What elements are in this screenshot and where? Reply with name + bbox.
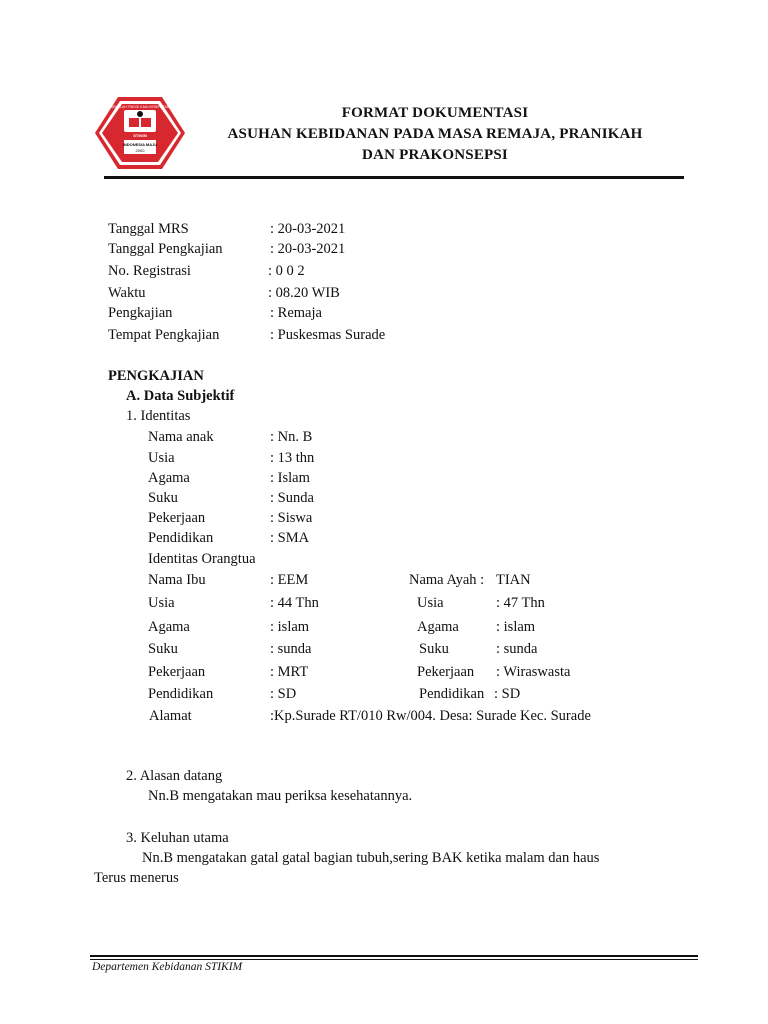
- meta-value: : 20-03-2021: [270, 241, 346, 257]
- keluhan-title: 3. Keluhan utama: [126, 830, 229, 846]
- meta-value: : Remaja: [270, 305, 322, 321]
- footer-rule: [90, 955, 698, 957]
- orangtua-label: Agama: [148, 619, 190, 635]
- ayah-label: Agama: [417, 619, 459, 635]
- ayah-label: Usia: [417, 595, 444, 611]
- orangtua-value: : SD: [270, 686, 297, 702]
- meta-value: : Puskesmas Surade: [270, 327, 386, 343]
- logo-bottom-text-2: 2000: [135, 148, 145, 153]
- ayah-label: Pendidikan: [419, 686, 485, 702]
- logo-bottom-text-1: INDONESIA MAJU: [122, 142, 158, 147]
- alasan-title: 2. Alasan datang: [126, 768, 223, 784]
- orangtua-label: Pekerjaan: [148, 664, 206, 680]
- meta-label: Tanggal Pengkajian: [108, 241, 223, 257]
- identitas-value: : 13 thn: [270, 450, 315, 466]
- meta-label: Pengkajian: [108, 305, 173, 321]
- orangtua-title: Identitas Orangtua: [148, 551, 256, 567]
- orangtua-label: Usia: [148, 595, 175, 611]
- meta-value: : 20-03-2021: [270, 221, 346, 237]
- identitas-title: 1. Identitas: [126, 408, 191, 424]
- ayah-value: TIAN: [496, 572, 531, 588]
- section-title: PENGKAJIAN: [108, 368, 204, 384]
- identitas-value: : Nn. B: [270, 429, 313, 445]
- ayah-value: : 47 Thn: [496, 595, 545, 611]
- identitas-label: Usia: [148, 450, 175, 466]
- keluhan-text-2: Terus menerus: [94, 870, 179, 886]
- ayah-label: Suku: [419, 641, 449, 657]
- logo-mid-text: STIKIM: [133, 133, 147, 138]
- orangtua-value: : islam: [270, 619, 310, 635]
- identitas-label: Suku: [148, 490, 178, 506]
- meta-value: : 08.20 WIB: [268, 285, 340, 301]
- identitas-value: : Sunda: [270, 490, 314, 506]
- identitas-value: : Siswa: [270, 510, 313, 526]
- doc-title-line-3: DAN PRAKONSEPSI: [362, 147, 508, 163]
- alamat-label: Alamat: [149, 708, 192, 724]
- identitas-value: : Islam: [270, 470, 310, 486]
- orangtua-label: Pendidikan: [148, 686, 214, 702]
- alasan-text: Nn.B mengatakan mau periksa kesehatannya.: [148, 788, 413, 804]
- ayah-value: : islam: [496, 619, 536, 635]
- orangtua-label: Suku: [148, 641, 178, 657]
- ayah-label: Pekerjaan: [417, 664, 475, 680]
- ayah-label: Nama Ayah :: [409, 572, 485, 588]
- orangtua-value: : sunda: [270, 641, 312, 657]
- doc-title-line-2: ASUHAN KEBIDANAN PADA MASA REMAJA, PRANIKAH: [227, 126, 643, 142]
- orangtua-value: : EEM: [270, 572, 309, 588]
- ayah-value: : Wiraswasta: [496, 664, 571, 680]
- subsection-title: A. Data Subjektif: [126, 388, 235, 404]
- orangtua-label: Nama Ibu: [148, 572, 206, 588]
- identitas-value: : SMA: [270, 530, 310, 546]
- logo-top-text: SEKOLAH TINGGI ILMU KESEHATAN: [110, 105, 170, 109]
- ayah-value: : sunda: [496, 641, 538, 657]
- meta-label: Tanggal MRS: [108, 221, 189, 237]
- footer-rule-thin: [90, 959, 698, 960]
- footer-text: Departemen Kebidanan STIKIM: [92, 961, 243, 973]
- identitas-label: Pekerjaan: [148, 510, 206, 526]
- stikim-logo: [94, 96, 186, 170]
- doc-title-line-1: FORMAT DOKUMENTASI: [341, 105, 529, 121]
- identitas-label: Pendidikan: [148, 530, 214, 546]
- orangtua-value: : 44 Thn: [270, 595, 319, 611]
- alamat-value: :Kp.Surade RT/010 Rw/004. Desa: Surade Kec. Surade: [270, 708, 591, 724]
- meta-label: Tempat Pengkajian: [108, 327, 220, 343]
- identitas-label: Nama anak: [148, 429, 214, 445]
- identitas-label: Agama: [148, 470, 190, 486]
- keluhan-text-1: Nn.B mengatakan gatal gatal bagian tubuh,sering BAK ketika malam dan haus: [142, 850, 600, 866]
- meta-label: No. Registrasi: [108, 263, 191, 279]
- orangtua-value: : MRT: [270, 664, 309, 680]
- header-rule: [104, 176, 684, 179]
- meta-label: Waktu: [108, 285, 146, 301]
- meta-value: : 0 0 2: [268, 263, 305, 279]
- ayah-value: : SD: [494, 686, 521, 702]
